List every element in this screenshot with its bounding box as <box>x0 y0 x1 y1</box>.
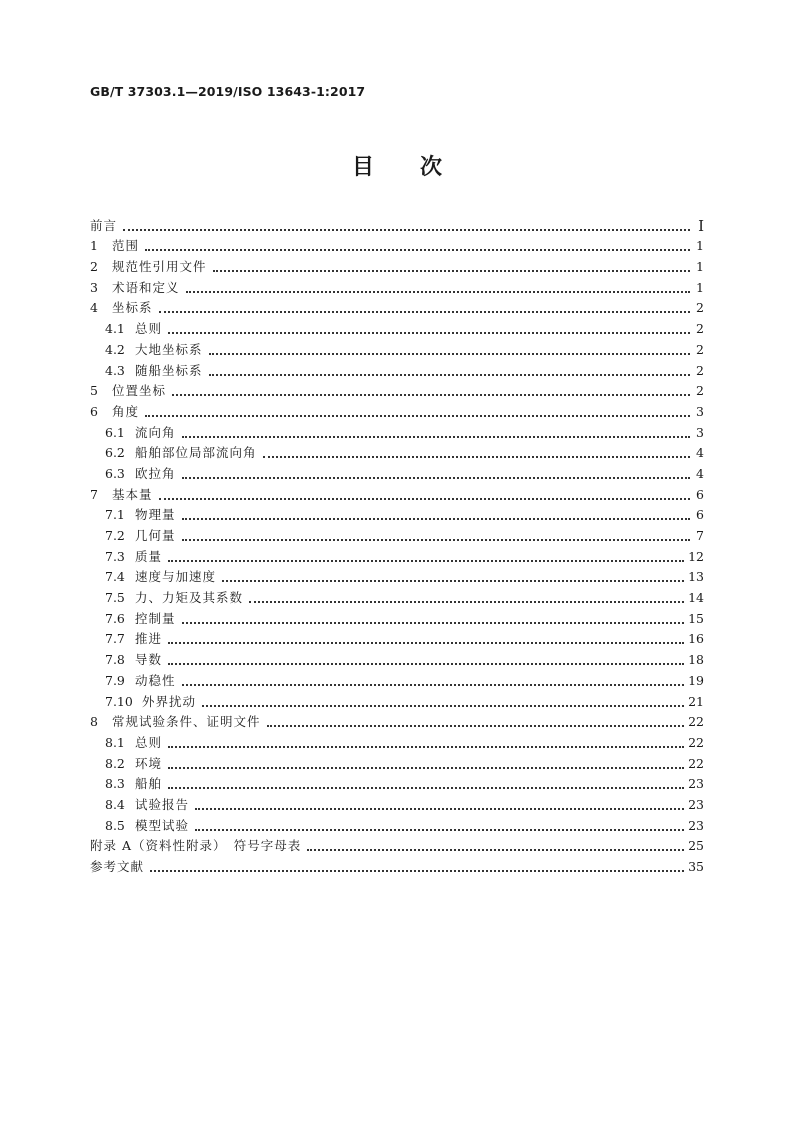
toc-entry-label: 模型试验 <box>135 817 190 833</box>
toc-entry-number: 8.2 <box>105 755 125 771</box>
toc-entry-number: 7.4 <box>105 569 125 585</box>
toc-entry-page: 19 <box>688 672 704 688</box>
toc-dot-leader <box>123 229 690 231</box>
toc-entry-number: 3 <box>90 279 98 295</box>
toc-entry-label: 角度 <box>112 403 140 419</box>
toc-dot-leader <box>213 270 690 272</box>
toc-entry-label: 几何量 <box>135 528 176 543</box>
toc-entry[interactable] <box>90 712 704 733</box>
toc-dot-leader <box>168 787 684 789</box>
table-of-contents <box>90 215 704 877</box>
toc-dot-leader <box>222 580 684 582</box>
toc-entry-label: 位置坐标 <box>112 383 167 399</box>
toc-entry-page: 2 <box>696 383 704 399</box>
toc-entry-label: 总则 <box>135 321 163 337</box>
toc-entry-number: 8.1 <box>105 734 125 750</box>
toc-entry[interactable] <box>90 318 704 339</box>
toc-entry-label: 基本量 <box>112 486 153 502</box>
toc-dot-leader <box>168 332 690 334</box>
toc-entry[interactable] <box>90 691 704 712</box>
toc-entry-page: 23 <box>688 817 704 833</box>
toc-dot-leader <box>145 249 690 251</box>
toc-entry-number: 4.1 <box>105 321 125 337</box>
toc-entry-label: 物理量 <box>135 507 176 523</box>
toc-entry-number: 7.3 <box>105 548 125 564</box>
toc-entry-page: 3 <box>696 403 704 419</box>
toc-dot-leader <box>263 456 690 458</box>
toc-entry[interactable] <box>90 339 704 360</box>
toc-dot-leader <box>182 684 685 686</box>
toc-entry-page: 15 <box>688 610 704 626</box>
toc-entry-page: 1 <box>696 238 704 254</box>
toc-dot-leader <box>249 601 684 603</box>
toc-entry-page: 21 <box>688 693 704 709</box>
toc-entry-page: 1 <box>696 259 704 275</box>
toc-dot-leader <box>168 663 684 665</box>
toc-dot-leader <box>150 870 684 872</box>
toc-entry[interactable] <box>90 546 704 567</box>
toc-dot-leader <box>145 415 690 417</box>
toc-entry-label: 总则 <box>135 734 163 750</box>
toc-entry-label: 流向角 <box>135 424 176 440</box>
toc-entry[interactable] <box>90 484 704 505</box>
toc-entry-page: 22 <box>688 755 704 771</box>
toc-entry[interactable] <box>90 649 704 670</box>
toc-entry[interactable] <box>90 587 704 608</box>
toc-entry[interactable] <box>90 277 704 298</box>
toc-entry-number: 6.2 <box>105 445 125 461</box>
toc-entry-label: 欧拉角 <box>135 465 176 481</box>
toc-entry-label: 动稳性 <box>135 672 176 688</box>
toc-entry[interactable] <box>90 422 704 443</box>
toc-entry[interactable] <box>90 836 704 857</box>
toc-entry-page: 23 <box>688 796 704 812</box>
toc-entry-number: 4.3 <box>105 362 125 378</box>
toc-dot-leader <box>195 808 684 810</box>
toc-entry[interactable] <box>90 236 704 257</box>
toc-dot-leader <box>202 705 684 707</box>
toc-entry-number: 7.10 <box>105 693 133 709</box>
toc-entry-label: 规范性引用文件 <box>112 259 207 275</box>
toc-entry[interactable] <box>90 215 704 236</box>
toc-dot-leader <box>159 311 690 313</box>
toc-entry-number: 5 <box>90 383 98 399</box>
toc-entry-page: 6 <box>696 486 704 502</box>
toc-entry-page: 16 <box>688 631 704 647</box>
toc-dot-leader <box>209 353 690 355</box>
standard-code: GB/T 37303.1—2019/ISO 13643-1:2017 <box>90 84 366 99</box>
toc-dot-leader <box>182 477 690 479</box>
toc-entry-page: 22 <box>688 714 704 730</box>
toc-entry-page: 22 <box>688 734 704 750</box>
toc-entry[interactable] <box>90 774 704 795</box>
toc-entry-label: 附录 A（资料性附录） 符号字母表 <box>90 838 302 854</box>
toc-entry-page: 25 <box>688 838 704 854</box>
title-char-2: 次 <box>420 155 443 180</box>
toc-entry-label: 推进 <box>135 631 163 647</box>
toc-dot-leader <box>159 498 690 500</box>
toc-entry-number: 7.7 <box>105 631 125 647</box>
toc-dot-leader <box>172 394 690 396</box>
toc-entry-label: 试验报告 <box>135 796 190 812</box>
toc-dot-leader <box>209 374 690 376</box>
toc-entry-page: 3 <box>696 424 704 440</box>
toc-dot-leader <box>182 436 690 438</box>
toc-entry-number: 7 <box>90 486 98 502</box>
toc-entry[interactable] <box>90 856 704 877</box>
toc-entry-label: 术语和定义 <box>112 279 180 295</box>
toc-entry-label: 范围 <box>112 238 140 254</box>
toc-entry-page: 2 <box>696 341 704 357</box>
page-title <box>0 150 794 181</box>
toc-entry[interactable] <box>90 381 704 402</box>
toc-dot-leader <box>168 642 684 644</box>
toc-dot-leader <box>195 829 684 831</box>
toc-dot-leader <box>168 746 684 748</box>
toc-entry[interactable] <box>90 505 704 526</box>
toc-entry-number: 4.2 <box>105 341 125 357</box>
toc-entry-page: Ⅰ <box>698 216 704 235</box>
toc-dot-leader <box>168 767 684 769</box>
toc-entry-number: 6.1 <box>105 424 125 440</box>
toc-entry-number: 2 <box>90 259 98 275</box>
toc-entry-number: 7.8 <box>105 652 125 668</box>
toc-entry-number: 7.6 <box>105 610 125 626</box>
toc-entry-number: 1 <box>90 238 98 254</box>
toc-entry-label: 力、力矩及其系数 <box>135 590 244 606</box>
toc-dot-leader <box>168 560 684 562</box>
toc-entry-label: 环境 <box>135 755 163 771</box>
toc-entry[interactable] <box>90 670 704 691</box>
title-char-1: 目 <box>351 155 374 180</box>
toc-entry[interactable] <box>90 629 704 650</box>
toc-entry[interactable] <box>90 567 704 588</box>
toc-entry-label: 大地坐标系 <box>135 341 203 357</box>
toc-entry-page: 14 <box>688 590 704 606</box>
toc-entry-label: 常规试验条件、证明文件 <box>112 714 261 730</box>
toc-entry[interactable] <box>90 753 704 774</box>
toc-entry-number: 7.2 <box>105 528 125 543</box>
toc-entry-page: 4 <box>696 465 704 481</box>
toc-entry-label: 前言 <box>90 217 118 233</box>
toc-entry-page: 1 <box>696 279 704 295</box>
toc-entry-label: 质量 <box>135 548 163 564</box>
toc-entry[interactable] <box>90 256 704 277</box>
toc-entry-page: 4 <box>696 445 704 461</box>
toc-entry[interactable] <box>90 525 704 546</box>
toc-entry[interactable] <box>90 608 704 629</box>
toc-entry-page: 2 <box>696 321 704 337</box>
toc-entry[interactable] <box>90 815 704 836</box>
toc-entry[interactable] <box>90 443 704 464</box>
toc-entry-page: 2 <box>696 362 704 378</box>
toc-entry-page: 2 <box>696 300 704 316</box>
toc-entry-number: 4 <box>90 300 98 316</box>
toc-entry-page: 35 <box>688 859 704 874</box>
toc-entry-number: 7.5 <box>105 590 125 606</box>
toc-entry-number: 8 <box>90 714 98 730</box>
toc-entry[interactable] <box>90 298 704 319</box>
toc-dot-leader <box>182 539 690 541</box>
toc-entry-label: 参考文献 <box>90 859 145 874</box>
toc-entry-label: 坐标系 <box>112 300 153 316</box>
toc-dot-leader <box>182 622 685 624</box>
toc-entry-number: 7.9 <box>105 672 125 688</box>
toc-entry-number: 6.3 <box>105 465 125 481</box>
toc-entry-number: 8.5 <box>105 817 125 833</box>
toc-entry-number: 6 <box>90 403 98 419</box>
toc-entry-page: 23 <box>688 776 704 792</box>
toc-entry[interactable] <box>90 360 704 381</box>
toc-entry-label: 控制量 <box>135 610 176 626</box>
toc-entry-label: 导数 <box>135 652 163 668</box>
toc-entry-page: 18 <box>688 652 704 668</box>
toc-entry-page: 12 <box>688 548 704 564</box>
toc-entry[interactable] <box>90 401 704 422</box>
toc-entry-label: 船舶部位局部流向角 <box>135 445 257 461</box>
toc-entry[interactable] <box>90 732 704 753</box>
toc-entry-number: 8.3 <box>105 776 125 792</box>
toc-dot-leader <box>186 291 690 293</box>
toc-entry-label: 外界扰动 <box>142 693 197 709</box>
toc-entry-label: 船舶 <box>135 776 163 792</box>
toc-entry[interactable] <box>90 463 704 484</box>
toc-entry-number: 7.1 <box>105 507 125 523</box>
toc-entry-label: 速度与加速度 <box>135 569 217 585</box>
toc-entry[interactable] <box>90 794 704 815</box>
toc-entry-page: 13 <box>688 569 704 585</box>
toc-dot-leader <box>267 725 685 727</box>
toc-dot-leader <box>307 849 684 851</box>
toc-entry-page: 6 <box>696 507 704 523</box>
toc-entry-number: 8.4 <box>105 796 125 812</box>
toc-entry-label: 随船坐标系 <box>135 362 203 378</box>
toc-entry-page: 7 <box>696 528 704 543</box>
toc-dot-leader <box>182 518 690 520</box>
